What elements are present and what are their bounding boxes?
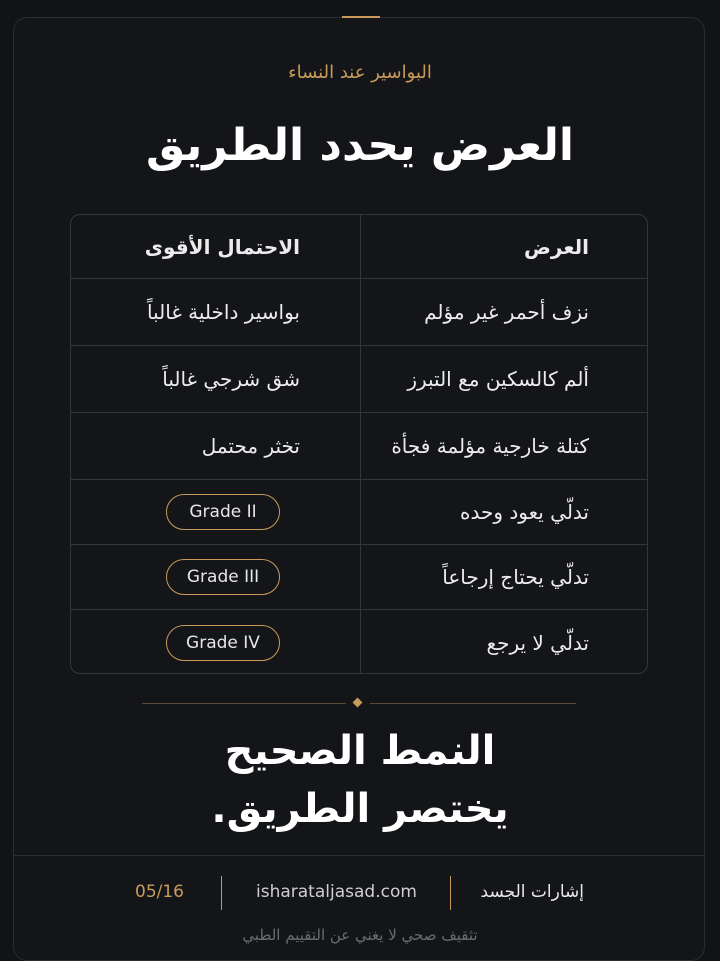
divider-line-right <box>370 703 576 704</box>
kicker-label: البواسير عند النساء <box>288 62 432 83</box>
symptom-cell: تدلّي يعود وحده <box>360 480 648 544</box>
symptom-cell: نزف أحمر غير مؤلم <box>360 279 648 345</box>
likely-cell: بواسير داخلية غالباً <box>147 300 300 324</box>
grade-badge: Grade III <box>166 559 280 595</box>
footer-divider <box>13 855 705 856</box>
symptom-cell: تدلّي يحتاج إرجاعاً <box>360 545 648 609</box>
table-row <box>71 413 648 480</box>
symptom-cell: تدلّي لا يرجع <box>360 610 648 674</box>
slogan-line-2: يختصر الطريق. <box>211 786 509 832</box>
likely-cell <box>71 480 360 544</box>
likely-cell <box>71 545 360 609</box>
disclaimer-text: تثقيف صحي لا يغني عن التقييم الطبي <box>242 926 478 944</box>
grade-badge: Grade IV <box>166 625 280 661</box>
footer-separator <box>221 876 222 910</box>
likely-cell <box>71 610 360 674</box>
slogan-line-1: النمط الصحيح <box>224 728 496 774</box>
table-row <box>71 610 648 674</box>
page-title: العرض يحدد الطريق <box>146 120 574 171</box>
page-counter: 05/16 <box>135 882 184 902</box>
likely-cell: تخثر محتمل <box>201 434 300 458</box>
divider-line-left <box>142 703 346 704</box>
grade-badge: Grade II <box>166 494 280 530</box>
table-row <box>71 545 648 610</box>
table-row <box>71 279 648 346</box>
table-row <box>71 480 648 545</box>
footer <box>0 876 720 910</box>
table-header-row <box>71 215 648 279</box>
symptom-table <box>70 214 648 674</box>
footer-separator <box>450 876 451 910</box>
likely-cell: شق شرجي غالباً <box>162 367 300 391</box>
top-accent-bar <box>342 16 380 18</box>
column-header-likely: الاحتمال الأقوى <box>144 234 300 259</box>
table-row <box>71 346 648 413</box>
footer-website-link[interactable]: isharataljasad.com <box>256 882 417 902</box>
column-header-symptom: العرض <box>360 215 648 278</box>
symptom-cell: كتلة خارجية مؤلمة فجأة <box>360 413 648 479</box>
symptom-cell: ألم كالسكين مع التبرز <box>360 346 648 412</box>
footer-brand: إشارات الجسد <box>480 882 584 902</box>
